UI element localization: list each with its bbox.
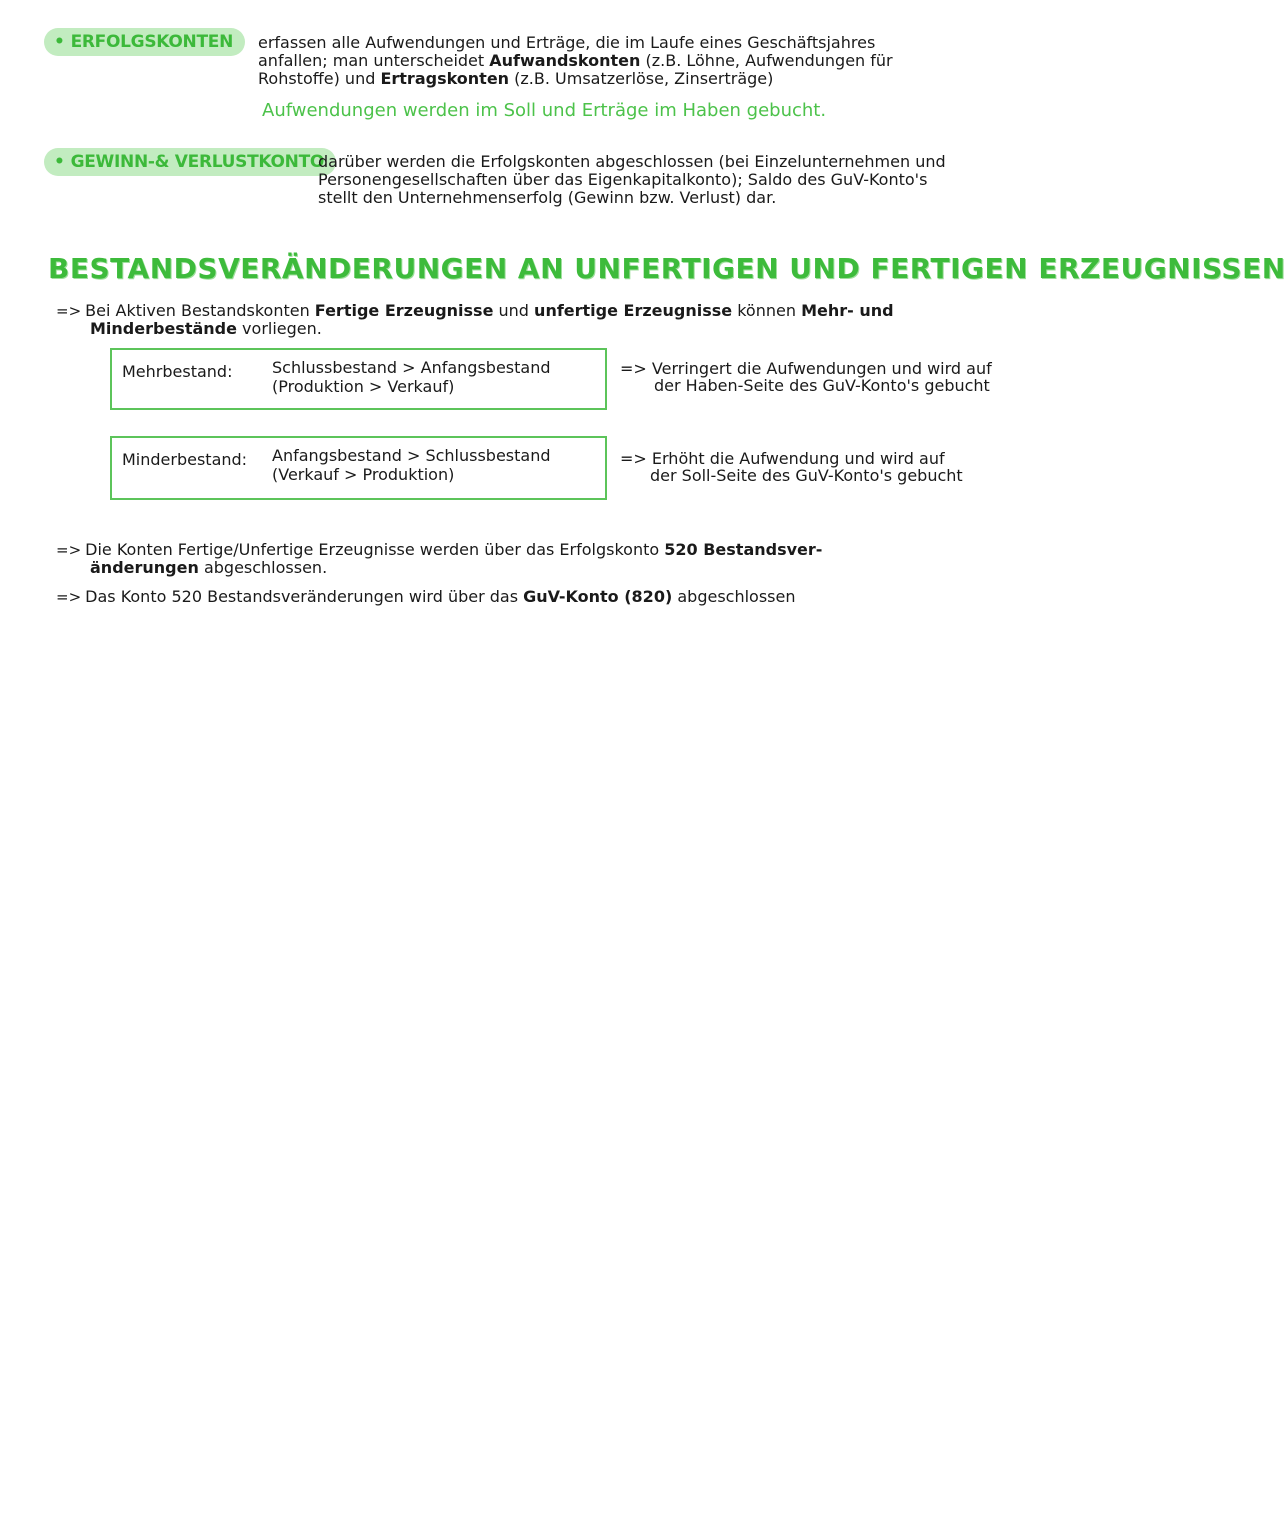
conclusion-line-2 [90, 559, 327, 576]
conclusion-line-3 [56, 588, 795, 606]
section-heading: BESTANDSVERÄNDERUNGEN AN UNFERTIGEN UND FERTIGEN ERZEUGNISSEN [48, 252, 1286, 285]
fertige-erzeugnisse-term: Fertige Erzeugnisse [314, 301, 494, 320]
mehrbestand-relation-2: (Produktion > Verkauf) [272, 377, 455, 396]
minderbestand-label: Minderbestand: [122, 450, 248, 469]
minderbestand-note [620, 450, 963, 484]
guv-line-2: Personengesellschaften über das Eigenkapitalkonto); Saldo des GuV-Konto's [318, 170, 928, 189]
minderbestaende-term: Minderbestände [90, 319, 237, 338]
guv-line-1: darüber werden die Erfolgskonten abgeschlossen (bei Einzelunternehmen und [318, 152, 946, 171]
guv-pill [44, 148, 336, 176]
erfolgskonten-pill [44, 28, 245, 56]
guv-title: GEWINN-& VERLUSTKONTO [70, 152, 325, 172]
bestandsveraenderungen-term: änderungen [90, 558, 199, 577]
soll-haben-note: Aufwendungen werden im Soll und Erträge im Haben gebucht. [262, 100, 827, 121]
erfolgskonten-line-2 [258, 52, 1068, 70]
text-span: anfallen; man unterscheidet [258, 51, 490, 70]
arrow-icon: => [56, 588, 82, 606]
ertragskonten-term: Ertragskonten [380, 69, 510, 88]
intro-line-2 [90, 320, 322, 337]
minderbestand-relation-1: Anfangsbestand > Schlussbestand [272, 446, 551, 465]
konto-520-term: 520 Bestandsver- [664, 540, 823, 559]
minderbestand-relation-2: (Verkauf > Produktion) [272, 465, 455, 484]
mehr-und-term: Mehr- und [801, 301, 894, 320]
mehrbestand-box [110, 348, 607, 410]
erfolgskonten-title: ERFOLGSKONTEN [70, 32, 234, 52]
erfolgskonten-line-1: erfassen alle Aufwendungen und Erträge, die im Laufe eines Geschäftsjahres [258, 33, 876, 52]
text-span: abgeschlossen. [198, 558, 328, 577]
text-span: abgeschlossen [672, 587, 796, 606]
mehrbestand-label: Mehrbestand: [122, 362, 233, 381]
guv-line-3: stellt den Unternehmenserfolg (Gewinn bzw. Verlust) dar. [318, 188, 777, 207]
mehrbestand-note [620, 360, 992, 394]
minderbestand-box [110, 436, 607, 500]
unfertige-erzeugnisse-term: unfertige Erzeugnisse [534, 301, 733, 320]
mehrbestand-relation [272, 358, 551, 396]
minderbestand-note-2: der Soll-Seite des GuV-Konto's gebucht [650, 466, 963, 485]
text-span: Die Konten Fertige/Unfertige Erzeugnisse werden über das Erfolgskonto [85, 540, 665, 559]
text-span: (z.B. Löhne, Aufwendungen für [640, 51, 893, 70]
text-span: können [732, 301, 802, 320]
text-span: vorliegen. [236, 319, 322, 338]
erfolgskonten-line-3 [258, 70, 1068, 88]
mehrbestand-note-1: => Verringert die Aufwendungen und wird auf [620, 359, 992, 378]
arrow-icon: => [56, 302, 82, 320]
mehrbestand-note-2: der Haben-Seite des GuV-Konto's gebucht [654, 376, 990, 395]
text-span: (z.B. Umsatzerlöse, Zinserträge) [509, 69, 774, 88]
text-span: Das Konto 520 Bestandsveränderungen wird über das [85, 587, 524, 606]
mehrbestand-relation-1: Schlussbestand > Anfangsbestand [272, 358, 551, 377]
minderbestand-note-1: => Erhöht die Aufwendung und wird auf [620, 449, 945, 468]
bullet-icon: • [54, 32, 65, 52]
text-span: und [493, 301, 535, 320]
minderbestand-relation [272, 446, 551, 484]
guv-konto-term: GuV-Konto (820) [523, 587, 673, 606]
arrow-icon: => [56, 541, 82, 559]
conclusion-line-1 [56, 541, 822, 559]
text-span: Rohstoffe) und [258, 69, 381, 88]
text-span: Bei Aktiven Bestandskonten [85, 301, 315, 320]
bullet-icon: • [54, 152, 65, 172]
guv-text [318, 153, 1078, 207]
aufwandskonten-term: Aufwandskonten [489, 51, 641, 70]
intro-line-1 [56, 302, 894, 320]
erfolgskonten-text [258, 34, 1068, 88]
